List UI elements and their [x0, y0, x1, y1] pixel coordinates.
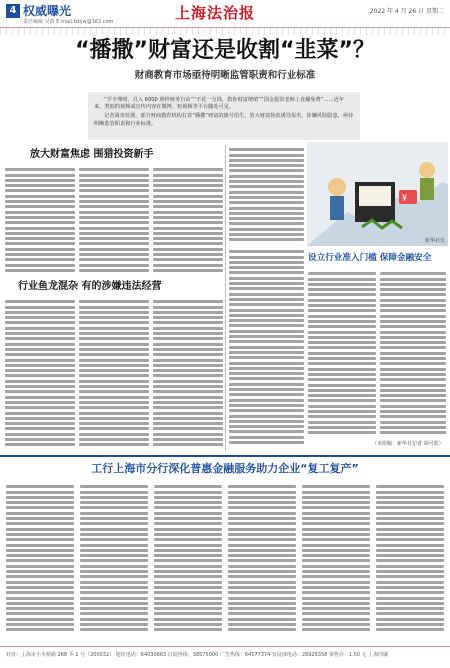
decorative-grid: [0, 28, 450, 35]
body-column: [229, 248, 304, 448]
body-column: [380, 270, 446, 438]
footer-text: 社址：上海市小木桥路 268 弄 1 号（200032） 地址电话：64030863 订阅热线：38575000 广告热线：64177374 发展部电话：28925358 零售价：1.50 元 上海印刷: [6, 652, 389, 658]
editor-contact: 责任编辑 吴蒨 E-mail:fzbjw@163.com: [23, 19, 114, 25]
body-column: [153, 166, 223, 276]
body-column: [79, 298, 149, 450]
body-column: [376, 483, 444, 643]
body-column: [229, 146, 304, 242]
section-header: 设立行业准入门槛 保障金融安全: [308, 253, 432, 263]
article-subtitle: 财商教育市场亟待明晰监管职责和行业标准: [134, 70, 316, 81]
body-column: [79, 166, 149, 276]
bottom-story-title: 工行上海市分行深化普惠金融服务助力企业“复工复产”: [91, 462, 359, 475]
lead-box: [88, 92, 360, 140]
body-column: [302, 483, 370, 643]
page-footer: [0, 646, 450, 668]
body-column: [153, 298, 223, 450]
body-column: [6, 483, 74, 643]
body-column: [80, 483, 148, 643]
lead-paragraph: 记者调查发现，部分财商教育机构打着“播撒”财富的旗号招生，放大财富焦虑诱导报名，涉嫌风险隐患，亟待明晰监管职责和行业标准。: [94, 113, 354, 127]
lead-paragraph: “学全理财，月入 6000 照样财务自由”“不花一分钱，教你财富增值”“国金投资老师上直播免费”……近年来，类似的视频或宣传内容在微博、短视频等平台随处可见。: [94, 97, 345, 111]
section-header: 放大财富焦虑 围猎投资新手: [30, 149, 154, 160]
section-title: 权威曝光: [23, 4, 72, 18]
body-column: [308, 270, 376, 438]
section-header: 行业鱼龙混杂 有的涉嫌违法经营: [18, 281, 162, 292]
bottom-story: [0, 455, 450, 645]
page-header: [0, 0, 450, 28]
author-credit: （本组稿：新华社记者 胡可欣）: [372, 441, 444, 447]
body-column: [5, 298, 75, 450]
illustration-svg: [307, 142, 448, 246]
cartoon-illustration: [307, 142, 448, 246]
masthead: 上海法治报: [175, 4, 256, 22]
body-column: [228, 483, 296, 643]
body-column: [5, 166, 75, 276]
issue-date: 2022 年 4 月 26 日 星期二: [369, 8, 444, 15]
article-title: “播撒”财富还是收割“韭菜”？: [75, 38, 375, 63]
body-column: [154, 483, 222, 643]
page-number: 4: [6, 4, 20, 18]
illustration-credit: 新华社发: [424, 238, 445, 244]
column-rule: [225, 146, 226, 451]
svg-text:￥: ￥: [401, 194, 408, 202]
